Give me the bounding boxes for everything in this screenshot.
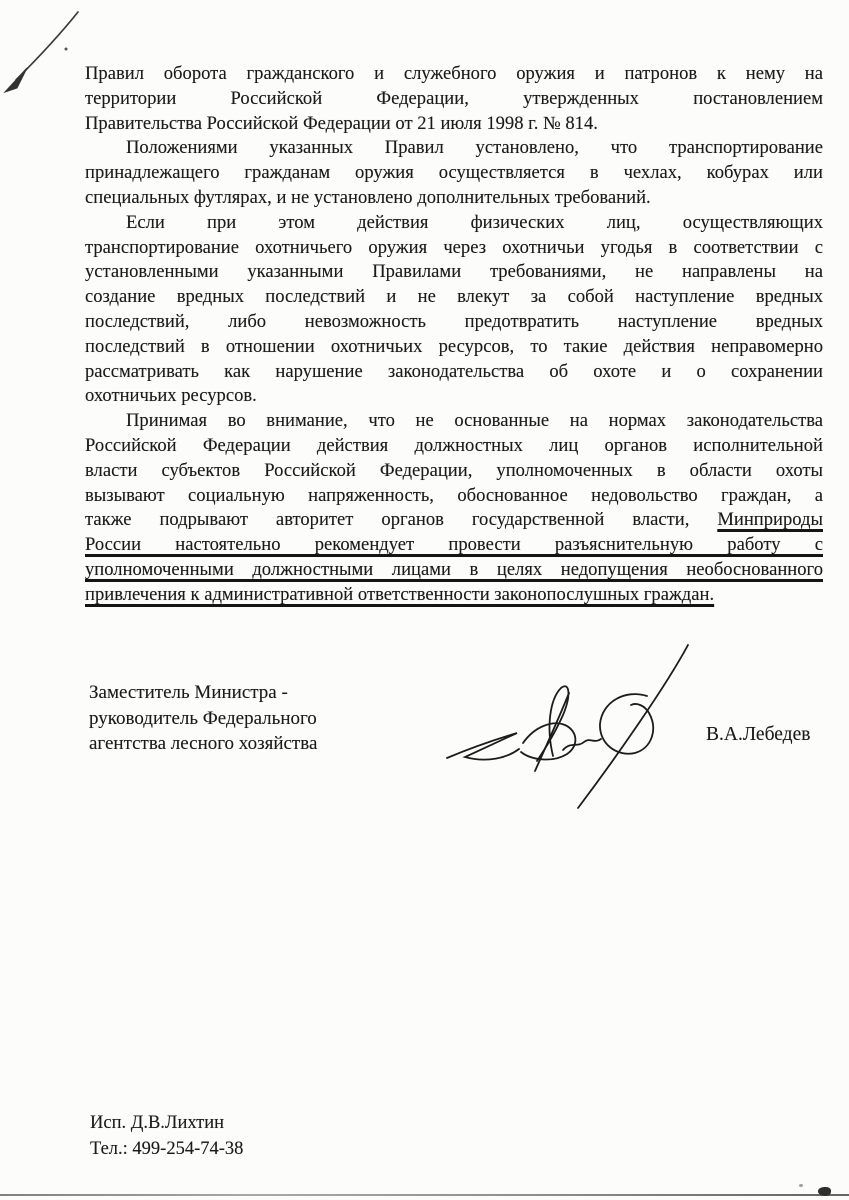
text-line: рассматривать как нарушение законодательства об охоте и о сохранении: [85, 360, 823, 382]
signatory-title-line: руководитель Федерального: [89, 707, 317, 729]
text-line: власти субъектов Российской Федерации, уполномоченных в области охоты: [85, 459, 823, 481]
text-line: последствий, либо невозможность предотвратить наступление вредных: [85, 310, 823, 332]
text-line: последствий в отношении охотничьих ресурсов, то такие действия неправомерно: [85, 335, 823, 357]
text-segment: также подрывают авторитет органов государственной власти,: [85, 509, 718, 531]
text-line: вызывают социальную напряженность, обоснованное недовольство граждан, а: [85, 484, 823, 506]
text-line: охотничьих ресурсов.: [85, 385, 257, 407]
paragraph-3: [85, 211, 823, 409]
text-line: Принимая во внимание, что не основанные на нормах законодательства: [126, 410, 823, 432]
text-line: создание вредных последствий и не влекут за собой наступление вредных: [85, 286, 823, 308]
signatory-title-line: агентства лесного хозяйства: [89, 733, 318, 755]
text-line: установленными указанными Правилами требованиями, не направлены на: [85, 261, 823, 283]
executor-info: [90, 1110, 243, 1162]
underlined-text-line: России настоятельно рекомендует провести разъяснительную работу с: [85, 534, 823, 556]
paragraph-4: [85, 409, 823, 607]
executor-name: Исп. Д.В.Лихтин: [90, 1113, 225, 1133]
text-line: Правительства Российской Федерации от 21 июля 1998 г. № 814.: [85, 112, 598, 134]
signatory-name: В.А.Лебедев: [706, 724, 811, 745]
text-line: специальных футлярах, и не установлено дополнительных требований.: [85, 186, 651, 208]
text-line: Если при этом действия физических лиц, осуществляющих: [126, 211, 823, 233]
scan-edge-blob: [818, 1187, 831, 1196]
scan-edge-speck: [799, 1184, 803, 1187]
scan-edge-line: [0, 1194, 849, 1196]
signatory-title-line: Заместитель Министра -: [89, 682, 288, 703]
underlined-text-line: уполномоченными должностными лицами в целях недопущения необоснованного: [85, 558, 823, 580]
text-line: [85, 508, 823, 533]
signatory-title: [89, 680, 317, 757]
paragraph-1: [85, 62, 823, 136]
text-line: Положениями указанных Правил установлено, что транспортирование: [126, 137, 823, 159]
handwritten-signature: [395, 626, 705, 826]
paragraph-2: [85, 136, 823, 210]
letter-body: [85, 62, 823, 608]
text-line: Российской Федерации действия должностных лиц органов исполнительной: [85, 434, 823, 456]
underlined-text: привлечения к административной ответственности законопослушных граждан.: [85, 583, 715, 605]
text-line: территории Российской Федерации, утвержденных постановлением: [85, 87, 823, 109]
text-line: Правил оборота гражданского и служебного оружия и патронов к нему на: [85, 63, 823, 84]
text-line: принадлежащего гражданам оружия осуществляется в чехлах, кобурах или: [85, 162, 823, 184]
text-line: транспортирование охотничьего оружия через охотничьи угодья в соответствии с: [85, 236, 823, 258]
executor-phone: Тел.: 499-254-74-38: [90, 1139, 244, 1159]
text-line: [85, 583, 823, 608]
underlined-text: Минприроды: [717, 509, 823, 531]
